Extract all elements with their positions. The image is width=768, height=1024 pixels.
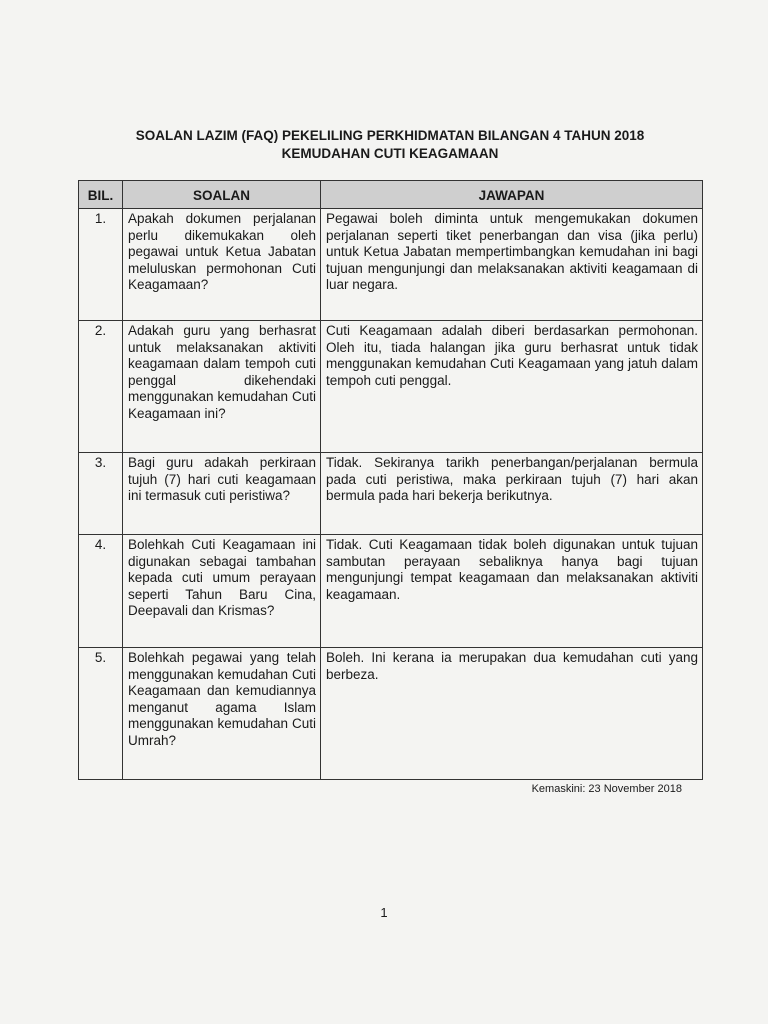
table-row	[79, 535, 703, 648]
row-question: Apakah dokumen perjalanan perlu dikemukakan oleh pegawai untuk Ketua Jabatan meluluskan permohonan Cuti Keagamaan?	[123, 209, 321, 321]
table-row	[79, 209, 703, 321]
row-number: 3.	[79, 453, 123, 535]
row-answer: Tidak. Cuti Keagamaan tidak boleh digunakan untuk tujuan sambutan perayaan sebaliknya hanya bagi tujuan mengunjungi tempat keagamaan dan melaksanakan aktiviti keagamaan.	[321, 535, 703, 648]
row-question: Bagi guru adakah perkiraan tujuh (7) hari cuti keagamaan ini termasuk cuti peristiwa?	[123, 453, 321, 535]
row-answer: Cuti Keagamaan adalah diberi berdasarkan permohonan. Oleh itu, tiada halangan jika guru berhasrat untuk tidak menggunakan kemudahan Cuti Keagamaan yang jatuh dalam tempoh cuti penggal.	[321, 321, 703, 453]
row-number: 1.	[79, 209, 123, 321]
header-soalan: SOALAN	[123, 181, 321, 209]
row-answer: Pegawai boleh diminta untuk mengemukakan dokumen perjalanan seperti tiket penerbangan dan visa (jika perlu) untuk Ketua Jabatan mempertimbangkan kemudahan ini bagi tujuan mengunjungi dan melaksanakan aktiviti keagamaan di luar negara.	[321, 209, 703, 321]
row-number: 5.	[79, 648, 123, 780]
faq-table	[78, 180, 703, 780]
title-line-1: SOALAN LAZIM (FAQ) PEKELILING PERKHIDMATAN BILANGAN 4 TAHUN 2018	[135, 128, 645, 143]
header-bil: BIL.	[79, 181, 123, 209]
document-title	[78, 127, 702, 163]
table-header-row	[79, 181, 703, 209]
row-question: Adakah guru yang berhasrat untuk melaksanakan aktiviti keagamaan dalam tempoh cuti penggal dikehendaki menggunakan kemudahan Cuti Keagamaan ini?	[123, 321, 321, 453]
table-row	[79, 453, 703, 535]
page-number: 1	[380, 905, 388, 920]
row-question: Bolehkah Cuti Keagamaan ini digunakan sebagai tambahan kepada cuti umum perayaan seperti Tahun Baru Cina, Deepavali dan Krismas?	[123, 535, 321, 648]
title-line-2: KEMUDAHAN CUTI KEAGAMAAN	[281, 146, 499, 161]
row-number: 2.	[79, 321, 123, 453]
table-row	[79, 648, 703, 780]
row-answer: Tidak. Sekiranya tarikh penerbangan/perjalanan bermula pada cuti peristiwa, maka perkiraan tujuh (7) hari akan bermula pada hari bekerja berikutnya.	[321, 453, 703, 535]
row-answer: Boleh. Ini kerana ia merupakan dua kemudahan cuti yang berbeza.	[321, 648, 703, 780]
last-updated-note: Kemaskini: 23 November 2018	[531, 783, 682, 795]
row-number: 4.	[79, 535, 123, 648]
row-question: Bolehkah pegawai yang telah menggunakan kemudahan Cuti Keagamaan dan kemudiannya menganut agama Islam menggunakan kemudahan Cuti Umrah?	[123, 648, 321, 780]
header-jawapan: JAWAPAN	[321, 181, 703, 209]
table-row	[79, 321, 703, 453]
